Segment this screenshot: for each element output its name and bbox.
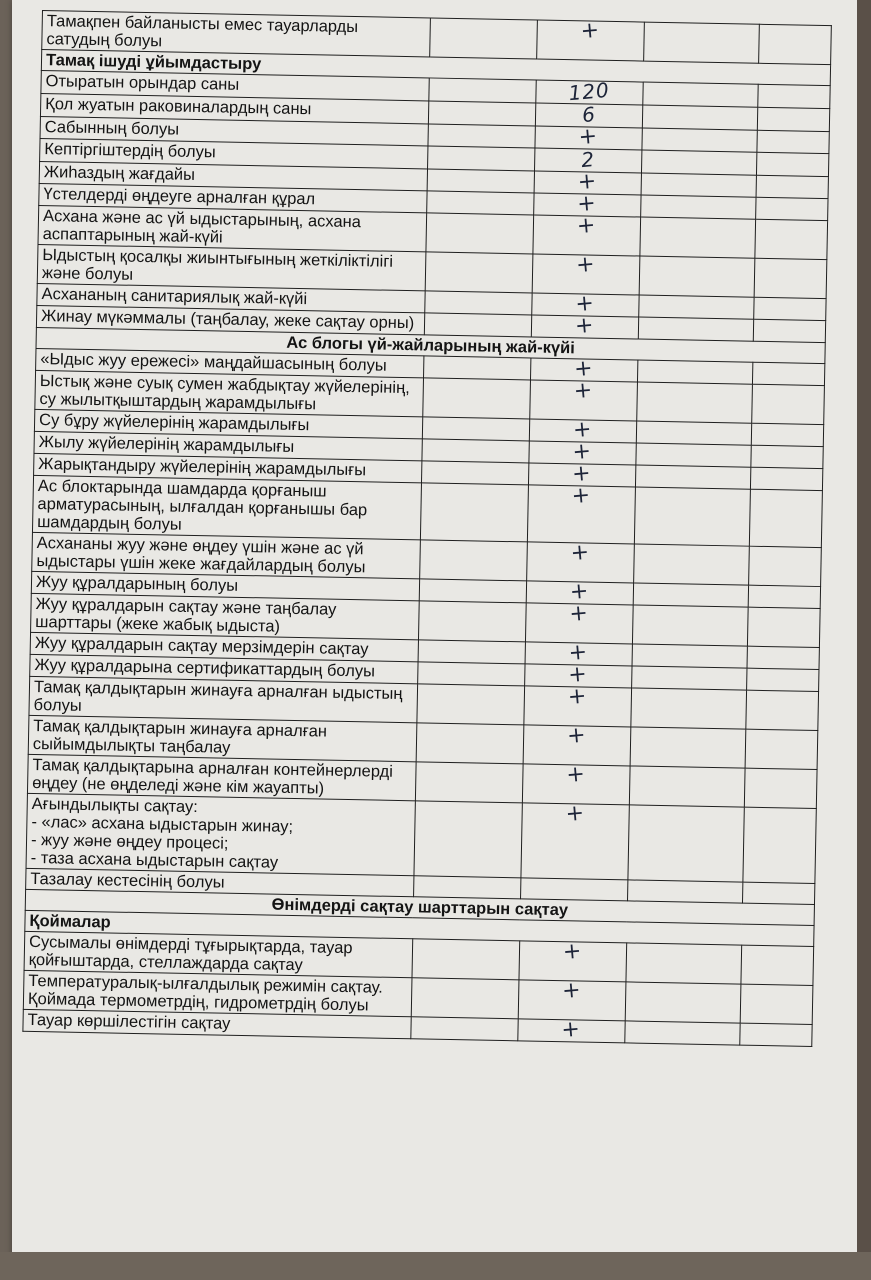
empty-cell	[757, 107, 830, 131]
handwritten-mark: +	[576, 190, 598, 218]
criterion-cell: Асхана және ас үй ыдыстарының, асхана аспаптарының жай-күйі	[38, 205, 427, 251]
empty-cell	[632, 605, 748, 646]
criterion-cell: Жылу жүйелерінің жарамдылығы	[34, 431, 422, 460]
empty-cell	[741, 945, 814, 985]
criterion-cell: Сусымалы өнімдерді тұғырықтарда, тауар қойғыштарда, стеллаждарда сақтау	[24, 931, 413, 977]
criterion-cell: Кептіргіштердің болуы	[40, 138, 428, 168]
empty-cell	[631, 688, 747, 729]
empty-cell	[739, 1023, 812, 1046]
empty-cell	[642, 82, 757, 107]
empty-cell	[629, 766, 745, 807]
empty-cell	[755, 197, 828, 220]
empty-cell	[427, 169, 534, 193]
handwritten-mark: +	[569, 578, 590, 606]
handwritten-mark: +	[578, 123, 599, 151]
empty-cell	[633, 544, 749, 585]
handwritten-mark: +	[565, 761, 587, 789]
criterion-cell: Отыратын орындар саны	[41, 70, 429, 100]
empty-cell	[411, 1017, 518, 1041]
mark-cell	[519, 938, 627, 982]
criterion-cell: Үстелдерді өңдеуге арналған құрал	[39, 183, 427, 212]
empty-cell	[422, 417, 529, 441]
checklist-table	[22, 10, 831, 1047]
empty-cell	[744, 768, 817, 808]
handwritten-mark: +	[572, 438, 593, 466]
empty-cell	[428, 124, 535, 148]
empty-cell	[751, 423, 824, 446]
empty-cell	[417, 684, 525, 725]
handwritten-mark: +	[573, 355, 595, 383]
empty-cell	[636, 382, 752, 423]
empty-cell	[425, 291, 532, 315]
handwritten-mark: 6	[580, 101, 597, 128]
handwritten-mark: +	[561, 977, 583, 1005]
empty-cell	[631, 666, 746, 690]
empty-cell	[427, 146, 534, 171]
criterion-cell: Тауар көршілестігін сақтау	[23, 1009, 411, 1038]
mark-cell	[525, 600, 633, 644]
empty-cell	[742, 882, 815, 904]
mark-cell	[533, 212, 641, 256]
criterion-cell: Тазалау кестесінің болуы	[26, 868, 414, 896]
handwritten-mark: +	[566, 722, 588, 750]
criterion-cell: Тамақпен байланысты емес тауарларды сатудың болуы	[42, 11, 431, 57]
checklist-table-wrap	[22, 10, 831, 1047]
empty-cell	[423, 356, 530, 380]
empty-cell	[637, 360, 752, 384]
mark-cell	[520, 878, 627, 901]
handwritten-mark: +	[574, 290, 596, 318]
empty-cell	[415, 762, 523, 803]
section-header: Ас блогы үй-жайларының жай-күйі	[36, 327, 825, 363]
mark-cell	[518, 977, 626, 1021]
empty-cell	[640, 217, 756, 258]
empty-cell	[748, 585, 821, 608]
section-header: Тамақ ішуді ұйымдастыру	[41, 50, 830, 86]
handwritten-mark: +	[574, 312, 595, 340]
mark-cell	[530, 377, 638, 421]
mark-cell	[522, 761, 630, 805]
handwritten-mark: 120	[567, 77, 611, 106]
empty-cell	[420, 540, 528, 581]
empty-cell	[627, 880, 742, 903]
empty-cell	[747, 607, 820, 647]
criterion-cell: Жуу құралдарын сақтау және таңбалау шарттары (жеке жабық ыдыста)	[31, 593, 420, 639]
handwritten-mark: +	[571, 482, 592, 510]
empty-cell	[418, 662, 525, 686]
empty-cell	[640, 195, 755, 219]
empty-cell	[747, 646, 820, 669]
handwritten-mark: +	[575, 251, 597, 279]
empty-cell	[413, 876, 520, 899]
criterion-cell: Ас блоктарында шамдарда қорғаныш арматурасының, ылғалдан қорғанышы бар шамдардың болуы	[32, 475, 421, 539]
empty-cell	[411, 978, 519, 1019]
handwritten-mark: +	[562, 938, 583, 966]
criterion-cell: «Ыдыс жуу ережесі» маңдайшасының болуы	[36, 348, 424, 377]
empty-cell	[642, 128, 757, 152]
empty-cell	[753, 297, 826, 320]
empty-cell	[751, 445, 824, 468]
section-header: Қоймалар	[25, 910, 814, 946]
empty-cell	[425, 252, 533, 293]
empty-cell	[642, 105, 757, 130]
empty-cell	[753, 319, 826, 342]
criterion-cell: Тамақ қалдықтарына арналған контейнерлерді өңдеу (не өңделеді және кім жауапты)	[27, 754, 416, 800]
empty-cell	[419, 579, 526, 603]
criterion-cell: Жарықтандыру жүйелерінің жарамдылығы	[34, 453, 422, 482]
mark-cell	[524, 683, 632, 727]
empty-cell	[636, 443, 751, 467]
empty-cell	[414, 801, 522, 878]
handwritten-mark: +	[577, 168, 598, 196]
empty-cell	[643, 22, 759, 63]
empty-cell	[746, 668, 819, 691]
empty-cell	[754, 258, 827, 298]
empty-cell	[630, 727, 746, 768]
empty-cell	[416, 723, 524, 764]
criterion-cell: Жуу құралдарын сақтау мерзімдерін сақтау	[30, 632, 418, 661]
mark-cell	[536, 17, 644, 61]
criterion-cell: Асхананың санитариялық жай-күйі	[37, 283, 425, 312]
empty-cell	[638, 295, 753, 319]
criterion-cell: Ыстық және суық сумен жабдықтау жүйелерінің, су жылытқыштардың жарамдылығы	[35, 370, 424, 416]
empty-cell	[756, 152, 829, 176]
empty-cell	[633, 583, 748, 607]
empty-cell	[632, 644, 747, 668]
handwritten-mark: +	[560, 1016, 582, 1044]
mark-cell	[536, 77, 643, 106]
empty-cell	[639, 256, 755, 297]
empty-cell	[412, 939, 520, 980]
handwritten-mark: +	[571, 460, 593, 488]
empty-cell	[418, 601, 526, 642]
empty-cell	[421, 461, 528, 485]
section-header: Өнімдерді сақтау шарттарын сақтау	[25, 889, 814, 925]
empty-cell	[745, 729, 818, 769]
empty-cell	[751, 384, 824, 424]
empty-cell	[743, 807, 817, 883]
document-sheet	[12, 0, 857, 1280]
empty-cell	[427, 191, 534, 215]
empty-cell	[624, 1021, 739, 1045]
empty-cell	[636, 421, 751, 445]
handwritten-mark: +	[572, 416, 593, 444]
empty-cell	[748, 546, 821, 586]
empty-cell	[430, 18, 538, 59]
empty-cell	[626, 943, 742, 984]
empty-cell	[628, 805, 744, 882]
handwritten-mark: +	[567, 661, 589, 689]
empty-cell	[755, 219, 828, 259]
mark-cell	[527, 482, 635, 544]
criterion-cell: Ағындылықты сақтау: - «лас» асхана ыдыстарын жинау; - жуу және өңдеу процесі; - таза асхана ыдыстарын сақтау	[26, 793, 415, 875]
empty-cell	[420, 483, 528, 542]
mark-cell	[526, 539, 634, 583]
empty-cell	[634, 487, 750, 546]
mark-cell	[521, 800, 629, 880]
empty-cell	[757, 130, 830, 153]
empty-cell	[758, 24, 831, 64]
handwritten-mark: +	[568, 600, 590, 628]
criterion-cell: Тамақ қалдықтарын жинауға арналған ыдыстың болуы	[29, 676, 418, 722]
criterion-cell: Жуу құралдарына сертификаттардың болуы	[30, 654, 418, 683]
empty-cell	[422, 439, 529, 463]
mark-cell	[531, 312, 638, 340]
handwritten-mark: +	[576, 212, 597, 240]
empty-cell	[746, 690, 819, 730]
empty-cell	[426, 213, 534, 254]
mark-cell	[532, 251, 640, 295]
criterion-cell: Тамақ қалдықтарын жинауға арналған сыйымдылықты таңбалау	[28, 715, 417, 761]
empty-cell	[424, 313, 531, 337]
handwritten-mark: +	[573, 377, 594, 405]
mark-cell	[523, 722, 631, 766]
criterion-cell: Қол жуатын раковиналардың саны	[40, 93, 428, 123]
criterion-cell: Жиһаздың жағдайы	[39, 161, 427, 190]
empty-cell	[641, 150, 756, 175]
empty-cell	[752, 362, 825, 385]
empty-cell	[635, 465, 750, 489]
handwritten-mark: +	[565, 800, 586, 828]
empty-cell	[740, 984, 813, 1024]
empty-cell	[429, 78, 536, 103]
empty-cell	[749, 489, 822, 547]
empty-cell	[428, 101, 535, 126]
criterion-cell: Су бұру жүйелерінің жарамдылығы	[34, 409, 422, 438]
empty-cell	[750, 467, 823, 490]
criterion-cell: Ыдыстың қосалқы жиынтығының жеткіліктілігі және болуы	[37, 244, 426, 290]
background-bottom	[0, 1252, 871, 1280]
handwritten-mark: +	[567, 683, 588, 711]
background-edge	[857, 0, 871, 1280]
empty-cell	[638, 317, 753, 341]
empty-cell	[756, 175, 829, 198]
criterion-cell: Жуу құралдарының болуы	[31, 571, 419, 600]
empty-cell	[625, 982, 741, 1023]
criterion-cell: Жинау мүкәммалы (таңбалау, жеке сақтау орны)	[36, 305, 424, 334]
handwritten-mark: +	[570, 539, 591, 567]
criterion-cell: Температуралық-ылғалдылық режимін сақтау. Қоймада термометрдің, гидрометрдің болуы	[23, 970, 412, 1016]
handwritten-mark: +	[568, 639, 589, 667]
empty-cell	[418, 640, 525, 664]
handwritten-mark: 2	[580, 146, 596, 173]
handwritten-mark: +	[580, 17, 601, 45]
empty-cell	[423, 378, 531, 419]
checklist-body	[23, 11, 831, 1047]
empty-cell	[757, 84, 830, 108]
criterion-cell: Сабынның болуы	[40, 116, 428, 145]
empty-cell	[641, 173, 756, 197]
criterion-cell: Асхананы жуу және өңдеу үшін және ас үй ыдыстары үшін жеке жағдайлардың болуы	[32, 532, 421, 578]
mark-cell	[518, 1016, 625, 1044]
